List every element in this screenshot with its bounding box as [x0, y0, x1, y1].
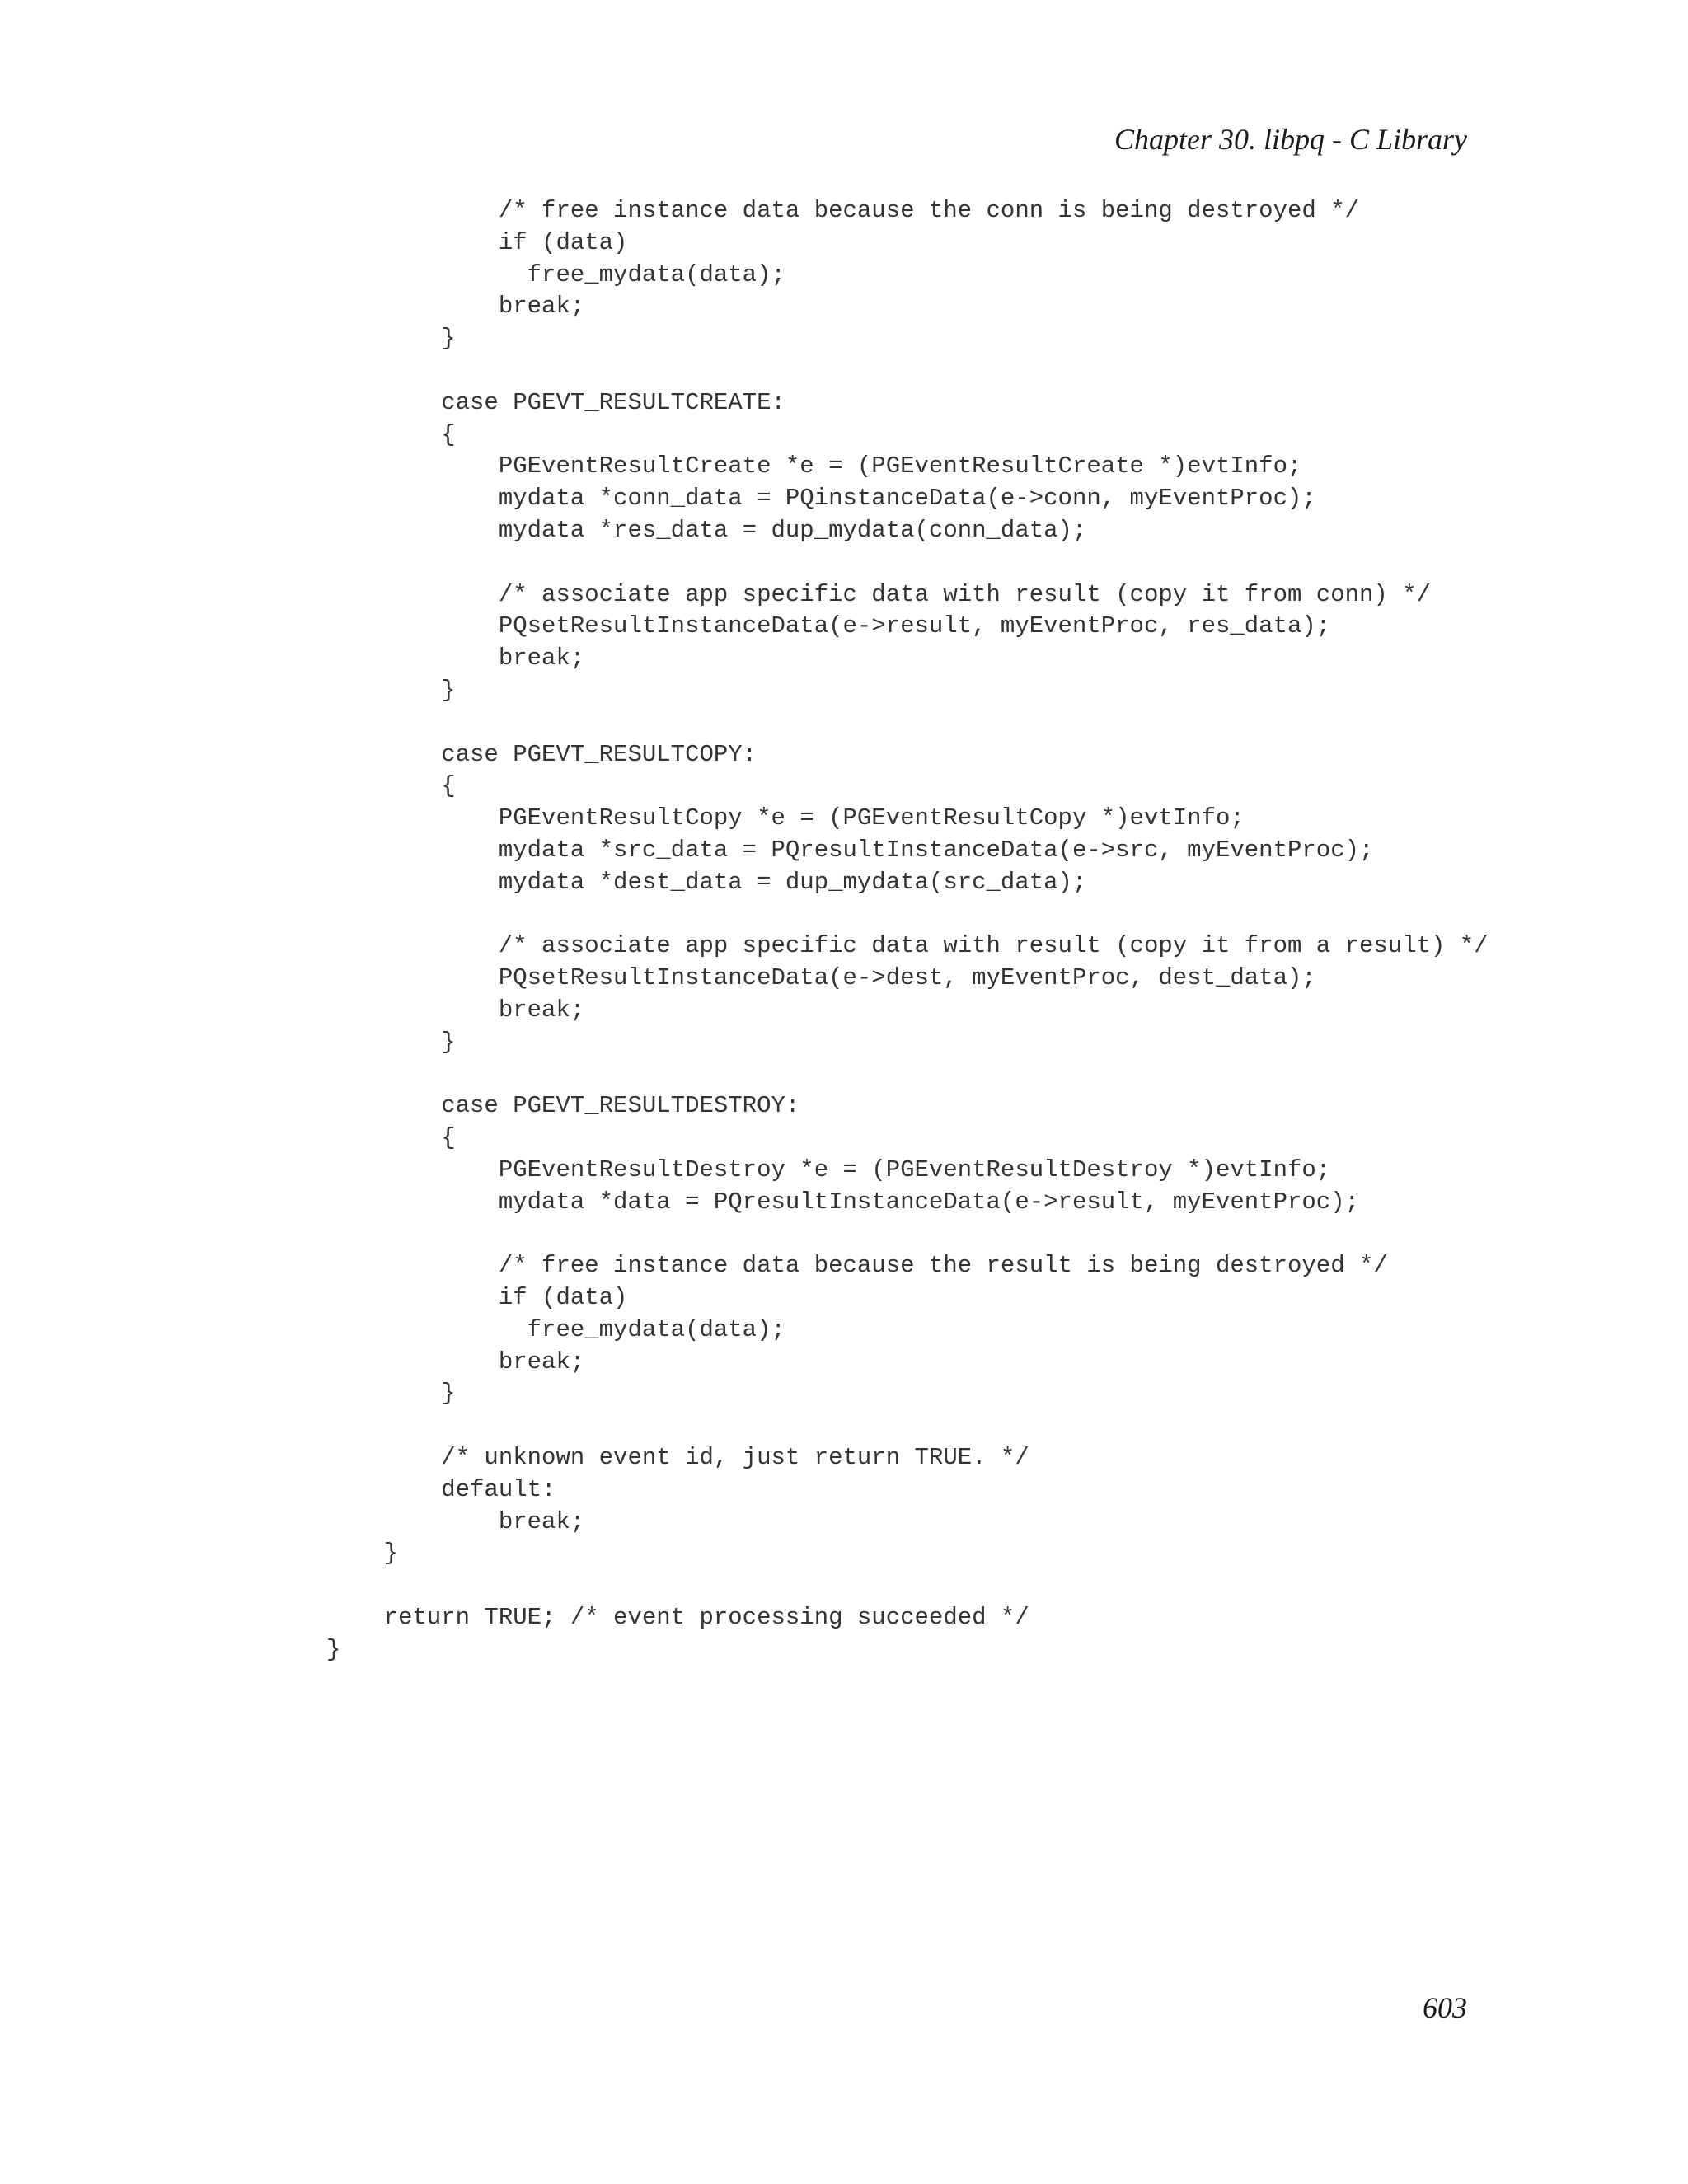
code-line: /* associate app specific data with result (copy it from a result) */ — [326, 932, 1489, 960]
code-line: } — [326, 676, 456, 704]
code-line: { — [326, 772, 456, 800]
code-line: PGEventResultCopy *e = (PGEventResultCopy *)evtInfo; — [326, 804, 1245, 832]
code-line: /* free instance data because the result is being destroyed */ — [326, 1252, 1388, 1280]
code-line: } — [326, 1540, 399, 1568]
code-line — [326, 1219, 1489, 1251]
code-line: } — [326, 1028, 456, 1056]
code-line — [326, 707, 1489, 739]
code-line: PQsetResultInstanceData(e->dest, myEventProc, dest_data); — [326, 964, 1316, 992]
code-line: break; — [326, 644, 585, 673]
code-line: { — [326, 1124, 456, 1152]
code-line — [326, 355, 1489, 387]
code-line — [326, 547, 1489, 579]
code-line: case PGEVT_RESULTCOPY: — [326, 740, 757, 768]
code-line: mydata *data = PQresultInstanceData(e->result, myEventProc); — [326, 1188, 1360, 1216]
code-line: break; — [326, 293, 585, 321]
code-line: } — [326, 1635, 341, 1663]
code-line: } — [326, 325, 456, 353]
code-line: break; — [326, 996, 585, 1024]
code-line: } — [326, 1380, 456, 1408]
code-line: mydata *res_data = dup_mydata(conn_data); — [326, 516, 1087, 544]
page-number: 603 — [1423, 1991, 1467, 2024]
code-line — [326, 1410, 1489, 1442]
code-line: free_mydata(data); — [326, 1315, 785, 1343]
code-line — [326, 1570, 1489, 1602]
code-line: { — [326, 420, 456, 448]
code-line: PGEventResultCreate *e = (PGEventResultCreate *)evtInfo; — [326, 452, 1302, 480]
code-line: mydata *src_data = PQresultInstanceData(e->src, myEventProc); — [326, 836, 1374, 864]
code-line: default: — [326, 1475, 556, 1503]
code-line: PQsetResultInstanceData(e->result, myEventProc, res_data); — [326, 612, 1331, 640]
running-header: Chapter 30. libpq - C Library — [1114, 123, 1467, 156]
code-line: PGEventResultDestroy *e = (PGEventResultDestroy *)evtInfo; — [326, 1155, 1331, 1183]
code-line: break; — [326, 1347, 585, 1376]
code-line: free_mydata(data); — [326, 260, 785, 288]
code-listing — [326, 195, 1489, 1666]
code-line: /* free instance data because the conn is being destroyed */ — [326, 197, 1360, 224]
code-line: if (data) — [326, 228, 628, 256]
code-line: mydata *conn_data = PQinstanceData(e->conn, myEventProc); — [326, 485, 1316, 513]
code-line — [326, 899, 1489, 931]
code-line: if (data) — [326, 1284, 628, 1312]
code-line: mydata *dest_data = dup_mydata(src_data); — [326, 868, 1087, 896]
code-line: /* associate app specific data with result (copy it from conn) */ — [326, 580, 1432, 608]
code-line: case PGEVT_RESULTCREATE: — [326, 388, 785, 416]
code-line: case PGEVT_RESULTDESTROY: — [326, 1092, 800, 1120]
code-line: break; — [326, 1507, 585, 1535]
code-line: /* unknown event id, just return TRUE. */ — [326, 1444, 1029, 1472]
code-line — [326, 1059, 1489, 1091]
code-line: return TRUE; /* event processing succeeded */ — [326, 1604, 1029, 1632]
